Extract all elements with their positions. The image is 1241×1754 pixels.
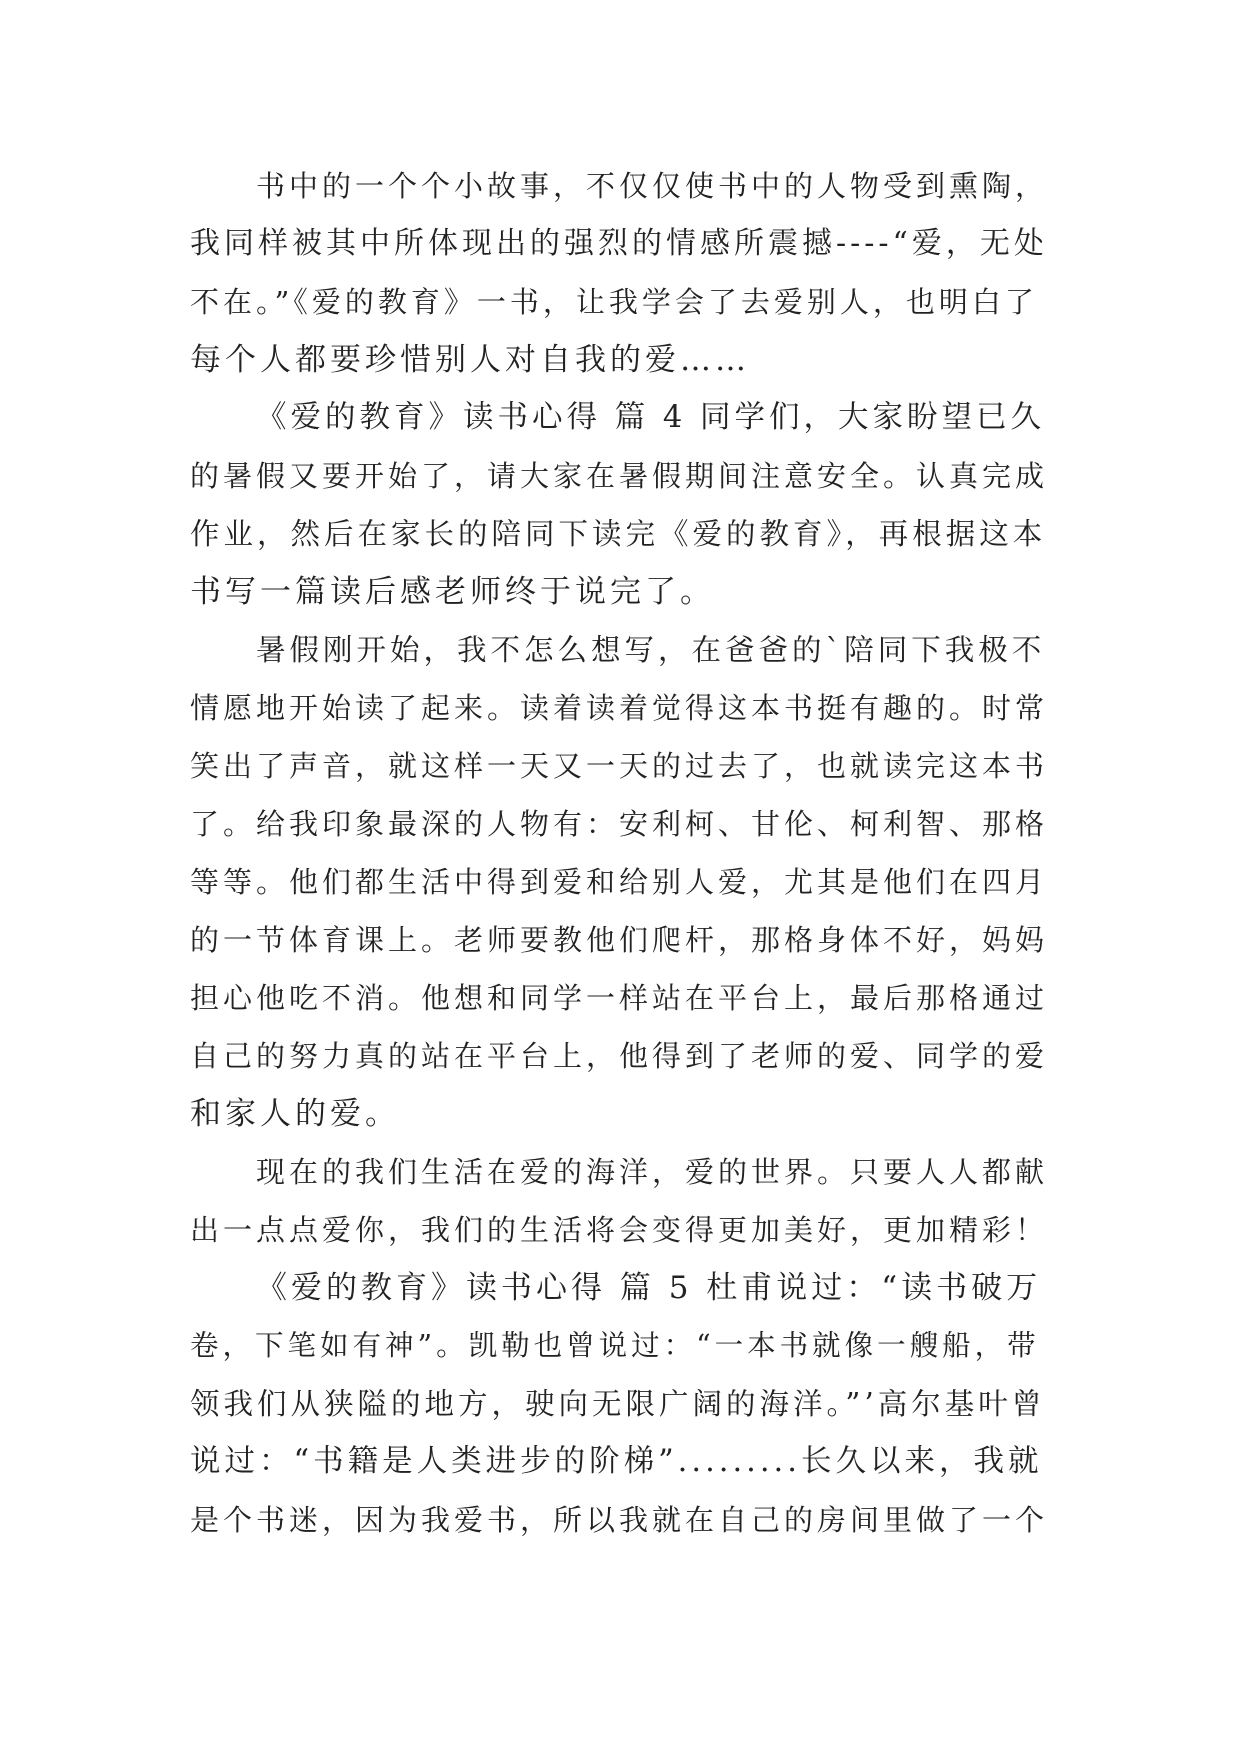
- text-line: 了。给我印象最深的人物有：安利柯、甘伦、柯利智、那格: [190, 807, 1049, 841]
- text-line: 担心他吃不消。他想和同学一样站在平台上，最后那格通过: [190, 981, 1049, 1015]
- text-line: 自己的努力真的站在平台上，他得到了老师的爱、同学的爱: [190, 1039, 1049, 1073]
- text-line: 出一点点爱你，我们的生活将会变得更加美好，更加精彩！: [190, 1213, 1049, 1247]
- text-line: 卷，下笔如有神”。凯勒也曾说过：“一本书就像一艘船，带: [190, 1329, 1040, 1362]
- text-line: 我同样被其中所体现出的强烈的情感所震撼----“爱，无处: [190, 226, 1048, 261]
- text-line: 情愿地开始读了起来。读着读着觉得这本书挺有趣的。时常: [190, 691, 1049, 725]
- text-line: 等等。他们都生活中得到爱和给别人爱，尤其是他们在四月: [190, 865, 1049, 899]
- text-line: 领我们从狭隘的地方，驶向无限广阔的海洋。”’高尔基叶曾: [190, 1387, 1046, 1421]
- text-line: 的一节体育课上。老师要教他们爬杆，那格身体不好，妈妈: [190, 923, 1049, 957]
- text-line: 每个人都要珍惜别人对自我的爱……: [190, 342, 750, 378]
- text-line: 和家人的爱。: [190, 1096, 400, 1132]
- text-line: 暑假刚开始，我不怎么想写，在爸爸的`陪同下我极不: [256, 633, 1046, 667]
- text-line: 不在。”《爱的教育》一书，让我学会了去爱别人，也明白了: [190, 285, 1038, 319]
- text-line: 书写一篇读后感老师终于说完了。: [190, 574, 715, 610]
- text-line: 的暑假又要开始了，请大家在暑假期间注意安全。认真完成: [190, 459, 1049, 493]
- text-line: 书中的一个个小故事，不仅仅使书中的人物受到熏陶，: [256, 169, 1049, 203]
- text-line: 说过：“书籍是人类进步的阶梯”.........长久以来，我就: [190, 1444, 1043, 1479]
- section-heading-line: 《爱的教育》读书心得 篇 5 杜甫说过：“读书破万: [256, 1270, 1042, 1306]
- text-line: 现在的我们生活在爱的海洋，爱的世界。只要人人都献: [256, 1155, 1049, 1189]
- text-line: 是个书迷，因为我爱书，所以我就在自己的房间里做了一个: [190, 1503, 1049, 1537]
- section-heading-line: 《爱的教育》读书心得 篇 4 同学们，大家盼望已久: [256, 400, 1045, 435]
- text-line: 笑出了声音，就这样一天又一天的过去了，也就读完这本书: [190, 749, 1049, 783]
- text-line: 作业，然后在家长的陪同下读完《爱的教育》，再根据这本: [190, 517, 1047, 551]
